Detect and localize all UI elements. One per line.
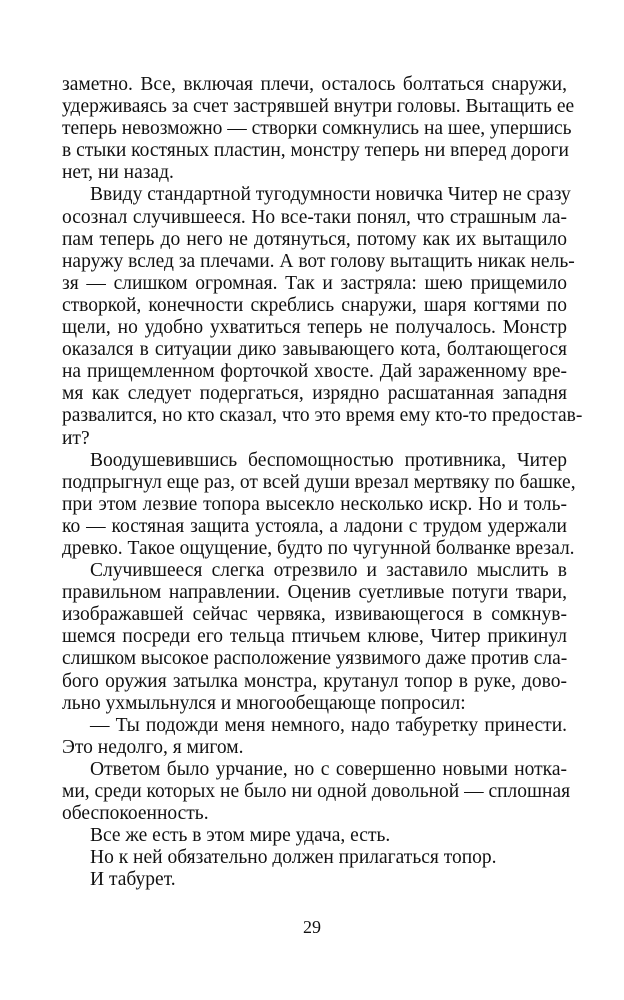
text-line: льно ухмыльнулся и многообещающе попросил: <box>62 692 466 714</box>
body-text <box>62 74 583 891</box>
text-line: теперь невозможно — створки сомкнулись на шее, упершись <box>62 118 572 140</box>
text-line: подпрыгнул еще раз, от всей души врезал мертвяку по башке, <box>62 471 576 493</box>
text-line: Но к ней обязательно должен прилагаться топор. <box>90 847 497 869</box>
text-line: древко. Такое ощущение, будто по чугунной болванке врезал. <box>62 537 575 559</box>
text-line: зя — слишком огромная. Так и застряла: шею прищемило <box>62 272 567 294</box>
text-line: пам теперь до него не дотянуться, потому как их вытащило <box>62 228 567 250</box>
text-line: — Ты подожди меня немного, надо табуретку принести. <box>90 714 567 736</box>
text-line: осознал случившееся. Но все-таки понял, что страшным ла- <box>62 206 567 228</box>
text-line: Ответом было урчание, но с совершенно новыми нотка- <box>90 758 567 780</box>
text-line: удерживаясь за счет застрявшей внутри головы. Вытащить ее <box>62 96 575 118</box>
text-line: изображавшей сейчас червяка, извивающегося в сомкнув- <box>62 604 567 626</box>
text-line: Все же есть в этом мире удача, есть. <box>90 825 391 847</box>
text-line: створкой, конечности скреблись снаружи, шаря когтями по <box>62 294 567 316</box>
text-line: Ввиду стандартной тугодумности новичка Читер не сразу <box>90 184 571 206</box>
text-line: обеспокоенность. <box>62 803 209 825</box>
text-line: правильном направлении. Оценив суетливые потуги твари, <box>62 582 567 604</box>
text-line: мя как следует подергаться, изрядно расшатанная западня <box>62 383 567 405</box>
text-line: при этом лезвие топора высекло несколько искр. Но и толь- <box>62 493 567 515</box>
text-line: Случившееся слегка отрезвило и заставило мыслить в <box>90 560 567 582</box>
text-line: нет, ни назад. <box>62 162 174 184</box>
text-line: И табурет. <box>90 869 176 891</box>
text-line: развалится, но кто сказал, что это время ему кто-то предостав- <box>62 405 583 427</box>
text-line: ми, среди которых не было ни одной довольной — сплошная <box>62 781 571 802</box>
text-line: Это недолго, я мигом. <box>62 736 244 758</box>
text-line: ко — костяная защита устояла, а ладони с трудом удержали <box>62 515 567 537</box>
text-line: ит? <box>62 427 90 449</box>
text-line: Воодушевившись беспомощностью противника, Читер <box>90 449 567 471</box>
text-line: бого оружия затылка монстра, крутанул топор в руке, дово- <box>62 670 567 692</box>
text-line: на прищемленном форточкой хвосте. Дай зараженному вре- <box>62 361 567 383</box>
page-number: 29 <box>303 917 321 937</box>
text-line: слишком высокое расположение уязвимого даже против сла- <box>62 648 568 670</box>
text-line: заметно. Все, включая плечи, осталось болтаться снаружи, <box>62 74 567 95</box>
text-line: в стыки костяных пластин, монстру теперь ни вперед дороги <box>62 140 569 162</box>
text-line: щели, но удобно ухватиться теперь не получалось. Монстр <box>62 317 567 339</box>
text-line: оказался в ситуации дико завывающего кота, болтающегося <box>62 339 567 361</box>
text-line: наружу вслед за плечами. А вот голову вытащить никак нель- <box>62 250 575 272</box>
text-line: шемся посреди его тельца птичьем клюве, Читер прикинул <box>62 626 567 648</box>
